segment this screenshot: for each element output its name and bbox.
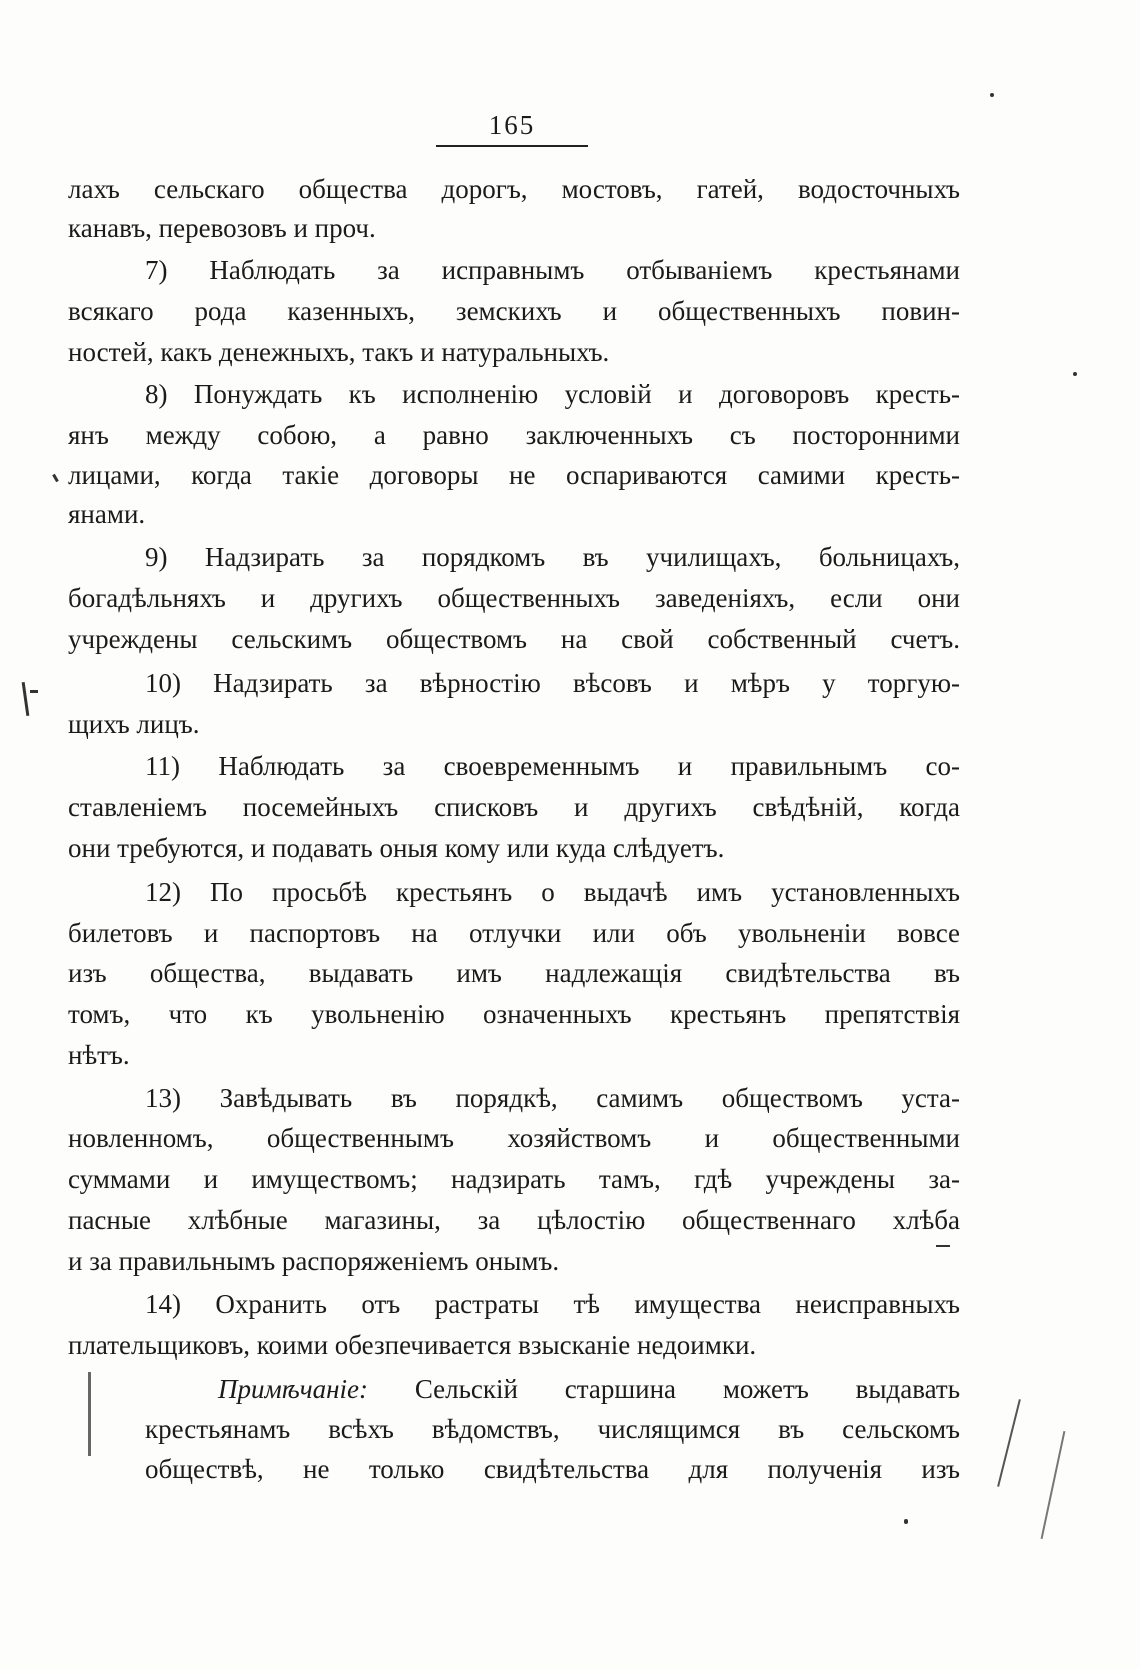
page-number-rule xyxy=(436,145,588,147)
text-line: билетовъ и паспортовъ на отлучки или объ увольненіи вовсе xyxy=(68,918,960,948)
margin-pencil-mark xyxy=(1041,1431,1066,1539)
text-line: щихъ лицъ. xyxy=(68,709,200,739)
margin-pencil-mark xyxy=(30,690,38,693)
scan-speck xyxy=(904,1519,908,1524)
text-line: богадѣльняхъ и другихъ общественныхъ заведеніяхъ, если они xyxy=(68,583,960,613)
paragraph-7-first-line: 7) Наблюдать за исправнымъ отбываніемъ крестьянами xyxy=(145,255,960,285)
text-line: канавъ, перевозовъ и проч. xyxy=(68,213,376,243)
text-line: янъ между собою, а равно заключенныхъ съ посторонними xyxy=(68,420,960,450)
text-line: плательщиковъ, коими обезпечивается взысканіе недоимки. xyxy=(68,1330,757,1360)
margin-pencil-mark xyxy=(22,682,30,716)
scan-speck xyxy=(1073,372,1077,376)
text-line: они требуются, и подавать оныя кому или куда слѣдуетъ. xyxy=(68,833,725,863)
note-first-line xyxy=(218,1372,960,1406)
text-line: и за правильнымъ распоряженіемъ онымъ. xyxy=(68,1246,560,1276)
scan-speck xyxy=(52,474,59,482)
note-text: Сельскій старшина можетъ выдавать xyxy=(414,1374,961,1404)
text-line: ностей, какъ денежныхъ, такъ и натуральныхъ. xyxy=(68,337,610,367)
text-line: ставленіемъ посемейныхъ списковъ и другихъ свѣдѣній, когда xyxy=(68,792,960,822)
note-line: обществѣ, не только свидѣтельства для полученія изъ xyxy=(145,1454,960,1484)
scan-speck xyxy=(990,93,994,97)
paragraph-13-first-line: 13) Завѣдывать въ порядкѣ, самимъ обществомъ уста- xyxy=(145,1083,960,1113)
paragraph-14-first-line: 14) Охранить отъ растраты тѣ имущества неисправныхъ xyxy=(145,1289,960,1319)
margin-scan-mark xyxy=(88,1372,91,1456)
text-line: лицами, когда такіе договоры не оспариваются самими кресть- xyxy=(68,460,960,490)
paragraph-12-first-line: 12) По просьбѣ крестьянъ о выдачѣ имъ установленныхъ xyxy=(145,877,960,907)
text-line: суммами и имуществомъ; надзирать тамъ, гдѣ учреждены за- xyxy=(68,1164,960,1194)
paragraph-9-first-line: 9) Надзирать за порядкомъ въ училищахъ, больницахъ, xyxy=(145,542,960,572)
paragraph-8-first-line: 8) Понуждать къ исполненію условій и договоровъ кресть- xyxy=(145,379,960,409)
text-line: пасные хлѣбные магазины, за цѣлостію общественнаго хлѣба xyxy=(68,1205,960,1235)
text-line: нѣтъ. xyxy=(68,1040,130,1070)
note-label: Примѣчаніе: xyxy=(218,1374,368,1404)
text-line: учреждены сельскимъ обществомъ на свой собственный счетъ. xyxy=(68,624,960,654)
paragraph-10-first-line: 10) Надзирать за вѣрностію вѣсовъ и мѣръ у торгую- xyxy=(145,668,960,698)
text-line: томъ, что къ увольненію означенныхъ крестьянъ препятствія xyxy=(68,999,960,1029)
text-line: янами. xyxy=(68,499,146,529)
margin-pencil-mark xyxy=(997,1399,1021,1487)
text-line: лахъ сельскаго общества дорогъ, мостовъ, гатей, водосточныхъ xyxy=(68,174,960,204)
paragraph-11-first-line: 11) Наблюдать за своевременнымъ и правильнымъ со- xyxy=(145,751,960,781)
page-number: 165 xyxy=(488,110,536,140)
scan-speck xyxy=(936,1245,950,1247)
note-line: крестьянамъ всѣхъ вѣдомствъ, числящимся въ сельскомъ xyxy=(145,1414,960,1444)
text-line: новленномъ, общественнымъ хозяйствомъ и общественными xyxy=(68,1123,960,1153)
text-line: всякаго рода казенныхъ, земскихъ и общественныхъ повин- xyxy=(68,296,960,326)
text-line: изъ общества, выдавать имъ надлежащія свидѣтельства въ xyxy=(68,958,960,988)
